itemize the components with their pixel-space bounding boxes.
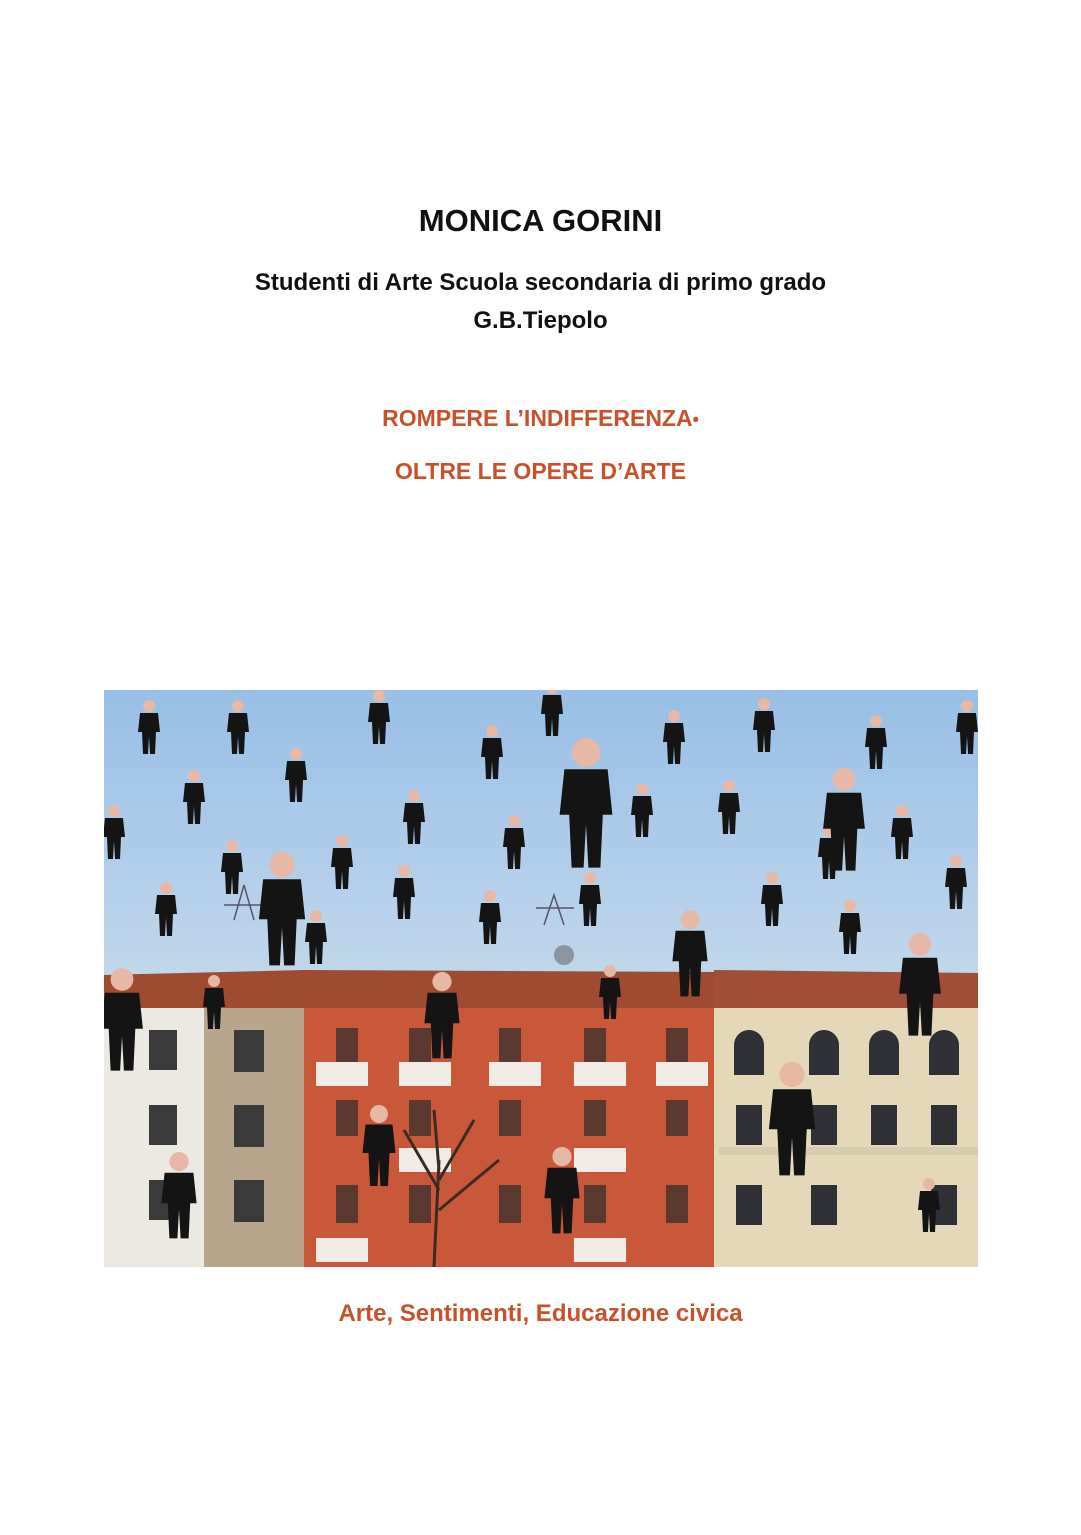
headline-line-1-text: ROMPERE L’INDIFFERENZA xyxy=(382,405,693,431)
headline-dot: • xyxy=(692,409,699,430)
cover-image xyxy=(104,690,978,1267)
floating-figures-collage-icon xyxy=(104,690,978,1267)
footer-tagline: Arte, Sentimenti, Educazione civica xyxy=(338,1300,743,1327)
headline-line-2: OLTRE LE OPERE D’ARTE xyxy=(395,458,686,484)
subtitle-line-1: Studenti di Arte Scuola secondaria di primo grado xyxy=(254,269,827,296)
author-name: MONICA GORINI xyxy=(418,203,663,238)
subtitle xyxy=(0,264,1081,340)
subtitle-line-2: G.B.Tiepolo xyxy=(473,307,608,334)
headline-line-1 xyxy=(0,405,1081,432)
